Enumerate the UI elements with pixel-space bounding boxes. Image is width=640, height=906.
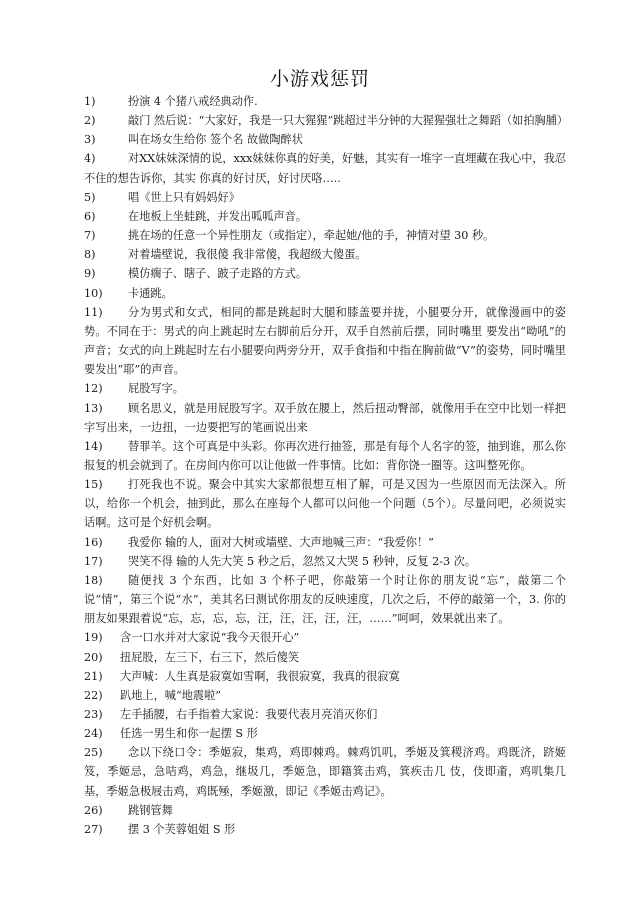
list-item (84, 303, 566, 380)
document-title: 小游戏惩罚 (269, 68, 370, 90)
list-item-text: 分为男式和女式，相同的都是跳起时大腿和膝盖要并拢，小腿要分开，就像漫画中的姿势。不同在于：男式的向上跳起时左右脚前后分开，双手自然前后摆，同时嘴里 要发出“呦吼”的声音；女式的向上跳起时左右小腿要向两旁分开，双手食指和中指在胸前做“V”的姿势，同时嘴里要发出”耶”的声音。 (84, 305, 566, 377)
list-item-number: 10) (84, 286, 103, 300)
list-item-text: 屁股写字。 (128, 382, 184, 396)
list-item-text: 趴地上，喊“地震啦” (120, 688, 221, 702)
list-item-number: 27) (84, 822, 103, 836)
list-item-number: 22) (84, 688, 103, 702)
list-item (84, 130, 566, 149)
list-item-text: 敲门 然后说：“大家好，我是一只大猩猩”跳超过半分钟的大猩猩强壮之舞蹈（如拍胸脯） (128, 114, 569, 128)
list-item-number: 26) (84, 803, 103, 817)
list-item-text: 挑在场的任意一个异性朋友（或指定），牵起她/他的手，神情对望 30 秒。 (128, 229, 495, 243)
list-item (84, 571, 566, 628)
list-item (84, 628, 566, 647)
list-item (84, 149, 566, 187)
list-item-number: 2) (84, 114, 96, 128)
list-item-text: 顾名思义，就是用屁股写字。双手放在腰上，然后扭动臀部，就像用手在空中比划一样把字写出来，一边扭，一边要把写的笔画说出来 (84, 401, 566, 434)
list-item-text: 大声喊：人生真是寂寞如雪啊，我很寂寞，我真的很寂寞 (120, 669, 400, 683)
list-item-number: 13) (84, 401, 103, 415)
list-item (84, 743, 566, 800)
list-item (84, 648, 566, 667)
list-item (84, 820, 566, 839)
list-item-text: 哭笑不得 输的人先大笑 5 秒之后，忽然又大哭 5 秒钟，反复 2-3 次。 (128, 554, 477, 568)
list-item-number: 21) (84, 669, 103, 683)
list-item-text: 左手插腰，右手指着大家说：我要代表月亮消灭你们 (120, 708, 378, 721)
list-item (84, 379, 566, 398)
list-item-number: 11) (84, 305, 103, 319)
list-item-number: 24) (84, 727, 103, 741)
list-item (84, 475, 566, 532)
list-item-number: 17) (84, 554, 103, 568)
list-item-text: 摆 3 个芙蓉姐姐 S 形 (128, 822, 236, 836)
list-item (84, 552, 566, 571)
list-item-text: 在地板上坐蛙跳，并发出呱呱声音。 (128, 209, 308, 223)
list-item-number: 7) (84, 229, 96, 243)
list-item-text: 我爱你 输的人，面对大树或墙壁、大声地喊三声：“我爱你！” (128, 535, 434, 549)
list-item-text: 对XX妹妹深情的说，xxx妹妹你真的好美，好魅，其实有一堆字一直埋藏在我心中，我忍不住的想告诉你，其实 你真的好讨厌，好讨厌咯….. (84, 152, 566, 185)
list-item-text: 扭屁股，左三下，右三下，然后傻笑 (120, 650, 300, 664)
list-item-text: 模仿瘸子、瞎子、跛子走路的方式。 (128, 267, 308, 281)
list-item-number: 19) (84, 631, 103, 645)
list-item-text: 随便找 3 个东西，比如 3 个杯子吧，你敲第一个时让你的朋友说“忘”，敲第二个说“情”，第三个说“水”，美其名曰测试你朋友的反映速度，几次之后，不停的敲第一个，3. 你的朋友如果跟着说“忘，忘，忘，忘，汪，汪，汪，汪，汪，……”呵呵，效果就出来了。 (84, 573, 566, 626)
list-item-number: 6) (84, 209, 96, 223)
list-item-text: 扮演 4 个猪八戒经典动作. (128, 95, 258, 108)
list-item-number: 12) (84, 382, 103, 396)
list-item-number: 16) (84, 535, 103, 549)
list-item-text: 卡通跳。 (128, 286, 173, 300)
list-item-number: 14) (84, 439, 103, 453)
list-item-text: 跳钢管舞 (128, 803, 173, 817)
list-item-text: 含一口水并对大家说“我今天很开心” (120, 631, 300, 645)
list-item (84, 284, 566, 303)
list-item-text: 叫在场女生给你 签个名 故做陶醉状 (128, 133, 303, 147)
list-item (84, 111, 569, 130)
list-item (84, 399, 566, 437)
list-item (84, 226, 566, 245)
list-item (84, 801, 566, 820)
list-item-text: 替罪羊。这个可真是中头彩。你再次进行抽签，那是有每个人名字的签，抽到谁，那么你报复的机会就到了。在房间内你可以让他做一件事情。比如：背你饶一圈等。这叫整死你。 (84, 439, 566, 472)
list-item-number: 8) (84, 248, 96, 262)
list-item-number: 18) (84, 573, 103, 587)
list-item (84, 686, 566, 705)
list-item-text: 念以下绕口令：季姬寂，集鸡，鸡即棘鸡。棘鸡饥叽，季姬及箕稷济鸡。鸡既济，跻姬笈，季姬忌，急咭鸡，鸡急，继圾几，季姬急，即籍箕击鸡，箕疾击几 伎，伎即齑，鸡叽集几基，季姬急极屐击鸡，鸡既殛，季姬激，即记《季姬击鸡记》。 (84, 746, 566, 798)
list-item-number: 4) (84, 152, 96, 166)
list-item (84, 245, 566, 264)
list-item-number: 5) (84, 190, 96, 204)
list-item-number: 1) (84, 95, 96, 108)
list-item-number: 23) (84, 708, 103, 721)
list-item (84, 667, 566, 686)
list-item (84, 724, 566, 743)
list-item (84, 533, 566, 552)
list-item-number: 20) (84, 650, 103, 664)
list-item-text: 打死我也不说。聚会中其实大家都很想互相了解，可是又因为一些原因而无法深入。所以，给你一个机会，抽到此，那么在座每个人都可以问他一个问题（5个）。尽量问吧，必须说实话啊。这可是个好机会啊。 (84, 478, 566, 530)
list-item-number: 9) (84, 267, 96, 281)
list-item (84, 92, 566, 111)
list-item-text: 对着墙壁说，我很傻 我非常傻，我超级大傻蛋。 (128, 248, 367, 262)
list-item (84, 264, 566, 283)
list-item-text: 任选一男生和你一起摆 S 形 (120, 727, 258, 741)
list-item-text: 唱《世上只有妈妈好》 (128, 190, 240, 204)
list-item (84, 705, 566, 724)
list-item (84, 188, 566, 207)
list-item-number: 15) (84, 478, 103, 492)
punishment-list (84, 92, 569, 839)
list-item (84, 207, 566, 226)
list-item (84, 437, 566, 475)
list-item-number: 3) (84, 133, 96, 147)
list-item-number: 25) (84, 746, 103, 760)
